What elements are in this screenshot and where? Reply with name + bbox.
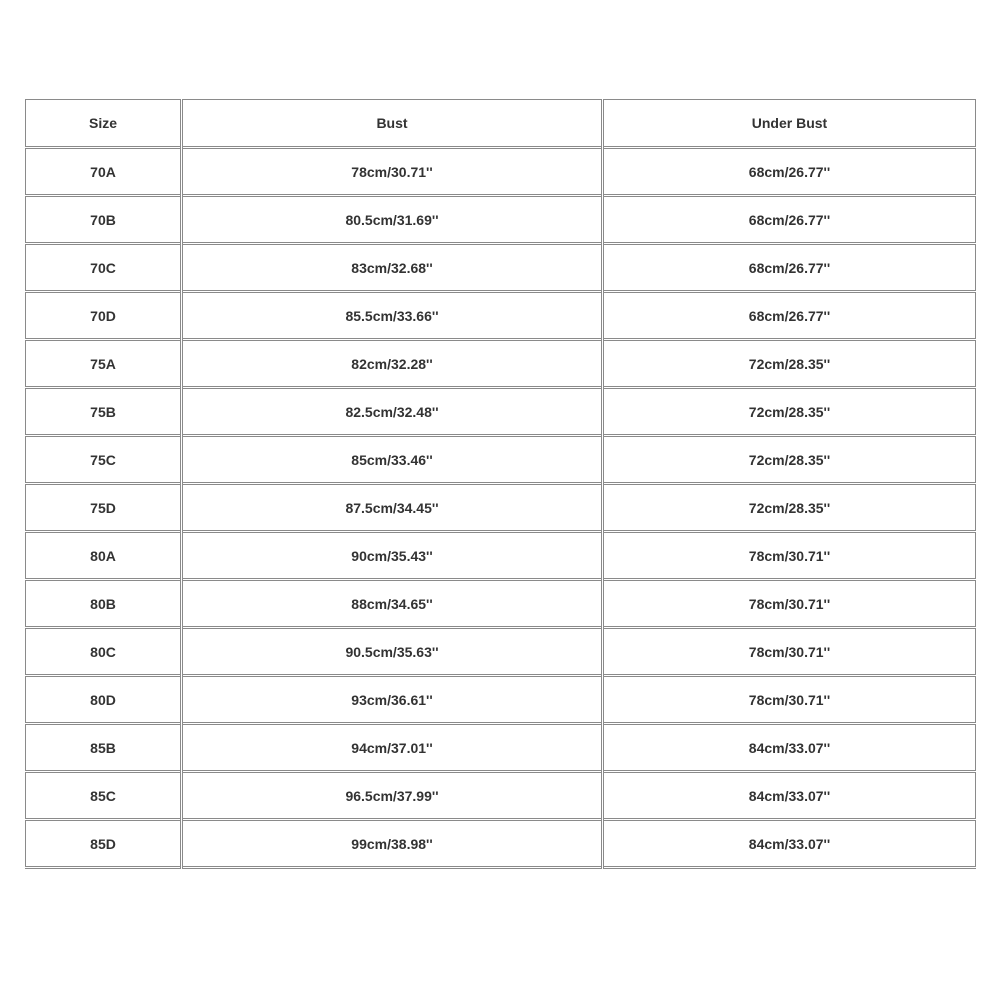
cell-under-bust: 78cm/30.71'' — [603, 628, 976, 676]
table-row — [26, 148, 976, 196]
cell-bust: 87.5cm/34.45'' — [182, 484, 603, 532]
table-row — [26, 244, 976, 292]
cell-size: 75C — [26, 436, 182, 484]
table-row — [26, 292, 976, 340]
size-chart-table — [25, 99, 976, 869]
cell-under-bust: 78cm/30.71'' — [603, 580, 976, 628]
cell-bust: 90.5cm/35.63'' — [182, 628, 603, 676]
cell-under-bust: 68cm/26.77'' — [603, 196, 976, 244]
table-row — [26, 772, 976, 820]
table-row — [26, 340, 976, 388]
cell-size: 85B — [26, 724, 182, 772]
cell-bust: 78cm/30.71'' — [182, 148, 603, 196]
cell-under-bust: 72cm/28.35'' — [603, 436, 976, 484]
cell-size: 80D — [26, 676, 182, 724]
cell-size: 80A — [26, 532, 182, 580]
cell-size: 80B — [26, 580, 182, 628]
table-row — [26, 724, 976, 772]
cell-bust: 85cm/33.46'' — [182, 436, 603, 484]
table-row — [26, 532, 976, 580]
cell-size: 70C — [26, 244, 182, 292]
cell-size: 80C — [26, 628, 182, 676]
table-row — [26, 820, 976, 868]
table-row — [26, 388, 976, 436]
cell-bust: 96.5cm/37.99'' — [182, 772, 603, 820]
table-row — [26, 628, 976, 676]
cell-bust: 85.5cm/33.66'' — [182, 292, 603, 340]
cell-under-bust: 78cm/30.71'' — [603, 532, 976, 580]
cell-under-bust: 78cm/30.71'' — [603, 676, 976, 724]
cell-bust: 88cm/34.65'' — [182, 580, 603, 628]
table-row — [26, 196, 976, 244]
cell-bust: 82cm/32.28'' — [182, 340, 603, 388]
cell-size: 70D — [26, 292, 182, 340]
cell-under-bust: 68cm/26.77'' — [603, 244, 976, 292]
cell-size: 75D — [26, 484, 182, 532]
cell-bust: 90cm/35.43'' — [182, 532, 603, 580]
table-body — [26, 148, 976, 868]
table-header-row — [26, 100, 976, 148]
cell-bust: 93cm/36.61'' — [182, 676, 603, 724]
cell-size: 75B — [26, 388, 182, 436]
cell-bust: 99cm/38.98'' — [182, 820, 603, 868]
table-row — [26, 484, 976, 532]
cell-under-bust: 84cm/33.07'' — [603, 772, 976, 820]
cell-size: 75A — [26, 340, 182, 388]
cell-under-bust: 68cm/26.77'' — [603, 292, 976, 340]
cell-under-bust: 68cm/26.77'' — [603, 148, 976, 196]
cell-size: 70A — [26, 148, 182, 196]
table-row — [26, 580, 976, 628]
cell-bust: 83cm/32.68'' — [182, 244, 603, 292]
cell-bust: 82.5cm/32.48'' — [182, 388, 603, 436]
cell-bust: 94cm/37.01'' — [182, 724, 603, 772]
cell-size: 85D — [26, 820, 182, 868]
cell-under-bust: 72cm/28.35'' — [603, 388, 976, 436]
cell-under-bust: 84cm/33.07'' — [603, 724, 976, 772]
cell-size: 70B — [26, 196, 182, 244]
cell-under-bust: 72cm/28.35'' — [603, 340, 976, 388]
table-row — [26, 676, 976, 724]
table-row — [26, 436, 976, 484]
header-under-bust: Under Bust — [603, 100, 976, 148]
cell-under-bust: 72cm/28.35'' — [603, 484, 976, 532]
cell-under-bust: 84cm/33.07'' — [603, 820, 976, 868]
header-bust: Bust — [182, 100, 603, 148]
cell-bust: 80.5cm/31.69'' — [182, 196, 603, 244]
cell-size: 85C — [26, 772, 182, 820]
header-size: Size — [26, 100, 182, 148]
